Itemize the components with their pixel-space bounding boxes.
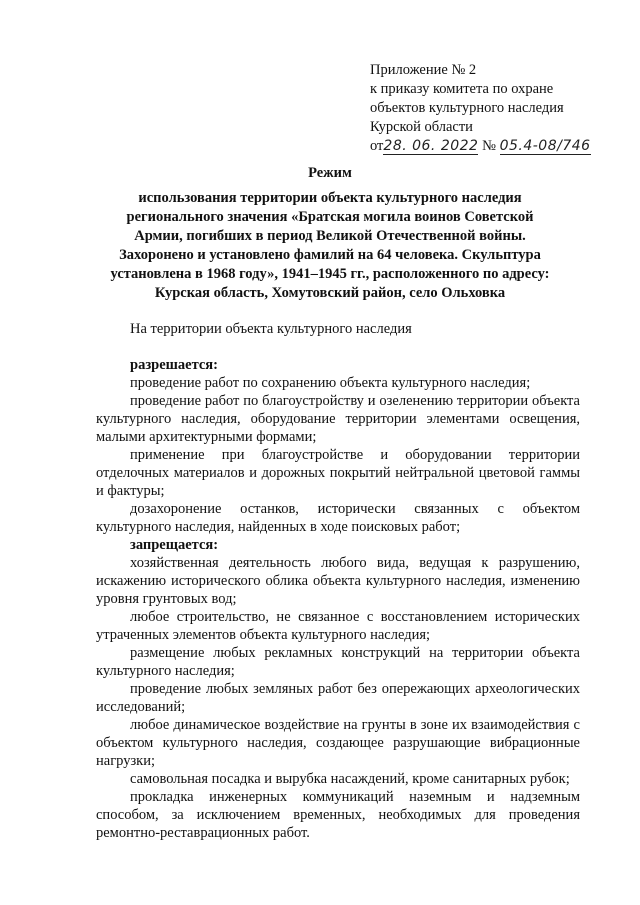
handwritten-date: 28. 06. 2022 [383,138,479,154]
title-line: Курская область, Хомутовский район, село Ольховка [154,285,506,301]
document-title [110,164,550,303]
forbidden-item: самовольная посадка и вырубка насаждений, кроме санитарных рубок; [130,771,570,787]
title-line: Захоронено и установлено фамилий на 64 человека. Скульптура [119,247,541,263]
from-prefix: от [370,138,384,154]
appendix-order-line: объектов культурного наследия [370,100,564,116]
document-body [96,320,580,842]
appendix-region: Курской области [370,119,473,135]
title-line: Армии, погибших в период Великой Отечественной войны. [134,228,526,244]
title-line: регионального значения «Братская могила воинов Советской [126,209,534,225]
title-line: использования территории объекта культурного наследия [138,190,522,206]
allowed-item: проведение работ по сохранению объекта культурного наследия; [130,375,531,391]
forbidden-item: проведение любых земляных работ без опережающих археологических исследований; [96,681,580,715]
appendix-title: Приложение № 2 [370,62,477,78]
title-heading: Режим [308,165,352,181]
allowed-item: проведение работ по благоустройству и озеленению территории объекта культурного наследия, оборудование территории элементами освещения, малыми архитектурными формами; [96,393,580,445]
allowed-item: дозахоронение останков, исторически связанных с объектом культурного наследия, найденных в ходе поисковых работ; [96,501,580,535]
number-sign: № [482,138,496,154]
forbidden-item: любое строительство, не связанное с восстановлением исторических утраченных элементов объекта культурного наследия; [96,609,580,643]
handwritten-number: 05.4-08/746 [499,138,591,154]
title-line: установлена в 1968 году», 1941–1945 гг., расположенного по адресу: [110,266,550,282]
forbidden-heading: запрещается: [130,537,219,553]
forbidden-item: прокладка инженерных коммуникаций наземным и надземным способом, за исключением временных, необходимых для проведения ремонтно-реставрационных работ. [96,789,580,841]
forbidden-item: размещение любых рекламных конструкций на территории объекта культурного наследия; [96,645,580,679]
forbidden-item: хозяйственная деятельность любого вида, ведущая к разрушению, искажению исторического облика объекта культурного наследия, изменению уровня грунтовых вод; [96,555,580,607]
allowed-heading: разрешается: [130,357,218,373]
appendix-header [370,61,591,156]
allowed-item: применение при благоустройстве и оборудовании территории отделочных материалов и дорожных покрытий нейтральной цветовой гаммы и фактуры; [96,447,580,499]
appendix-order-line: к приказу комитета по охране [370,81,554,97]
appendix-date-number [370,137,591,156]
intro-text: На территории объекта культурного наследия [130,321,412,337]
forbidden-item: любое динамическое воздействие на грунты в зоне их взаимодействия с объектом культурного наследия, создающее разрушающие вибрационные нагрузки; [96,717,580,769]
